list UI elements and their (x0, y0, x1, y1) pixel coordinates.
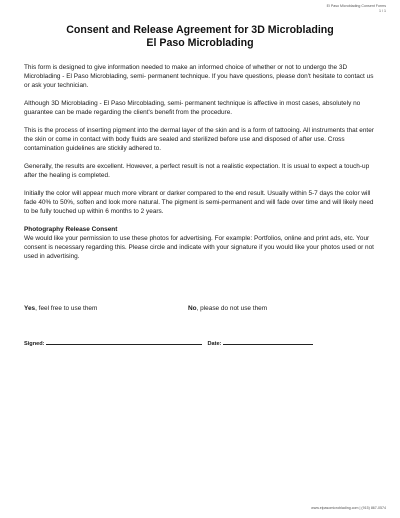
header-doc-name: El Paso Microblading Consent Forms (326, 4, 386, 8)
signed-label: Signed: (24, 341, 45, 347)
choice-yes-bold: Yes (24, 305, 36, 312)
choice-no-bold: No (188, 305, 197, 312)
document-body (24, 63, 380, 270)
paragraph-results: Generally, the results are excellent. However, a perfect result is not a realistic expectation. It is usual to expect a touch-up after the healing is completed. (24, 163, 370, 179)
choice-yes-text: , feel free to use them (35, 305, 98, 312)
choice-no-text: , please do not use them (196, 305, 268, 312)
page-title (0, 24, 400, 50)
paragraph-process: This is the process of inserting pigment into the dermal layer of the skin and is a form of tattooing. All instruments that enter the skin or come in contact with body fluids are sealed and sterilized before use and disposed of after use. Cross contamination guidelines are stickily adhered to. (24, 127, 374, 152)
signature-line[interactable] (46, 338, 202, 345)
paragraph-color-fading: Initially the color will appear much more vibrant or darker compared to the end result. Usually within 5-7 days the color will fade 40% to 50%, soften and look more natural. The pigment is semi-permanent and will fade over time and will likely need to be fully touched up within 6 months to 2 years. (24, 190, 374, 215)
photo-release-text: We would like your permission to use these photos for advertising. For example: Portfolios, online and print ads, etc. Your consent is necessary regarding this. Please circle and indicate with your signature if you would like your photos used or not used in advertising. (24, 235, 374, 260)
paragraph-no-guarantee: Although 3D Microblading - El Paso Mircoblading, semi- permanent technique is affective in most cases, absolutely no guarantee can be made regarding the client's benefit from the procedure. (24, 100, 361, 116)
choice-yes-option[interactable] (24, 304, 97, 313)
signature-row (24, 338, 380, 349)
title-line-1: Consent and Release Agreement for 3D Microblading (66, 24, 334, 36)
date-label: Date: (207, 341, 222, 347)
date-line[interactable] (223, 338, 313, 345)
title-line-2: El Paso Microblading (146, 37, 254, 49)
footer-contact: www.elpasomicroblading.com | (915) 867-0574 (311, 506, 386, 510)
photo-release-heading: Photography Release Consent (24, 226, 118, 233)
header-meta (327, 4, 386, 14)
paragraph-intro: This form is designed to give information needed to make an informed choice of whether or not to undergo the 3D Microblading - El Paso Microblading, semi- permanent technique. If you have questions, please don't hesitate to contact us or ask your technician. (24, 64, 374, 89)
header-page-number: 1 / 1 (379, 9, 386, 13)
choice-no-option[interactable] (188, 304, 267, 313)
